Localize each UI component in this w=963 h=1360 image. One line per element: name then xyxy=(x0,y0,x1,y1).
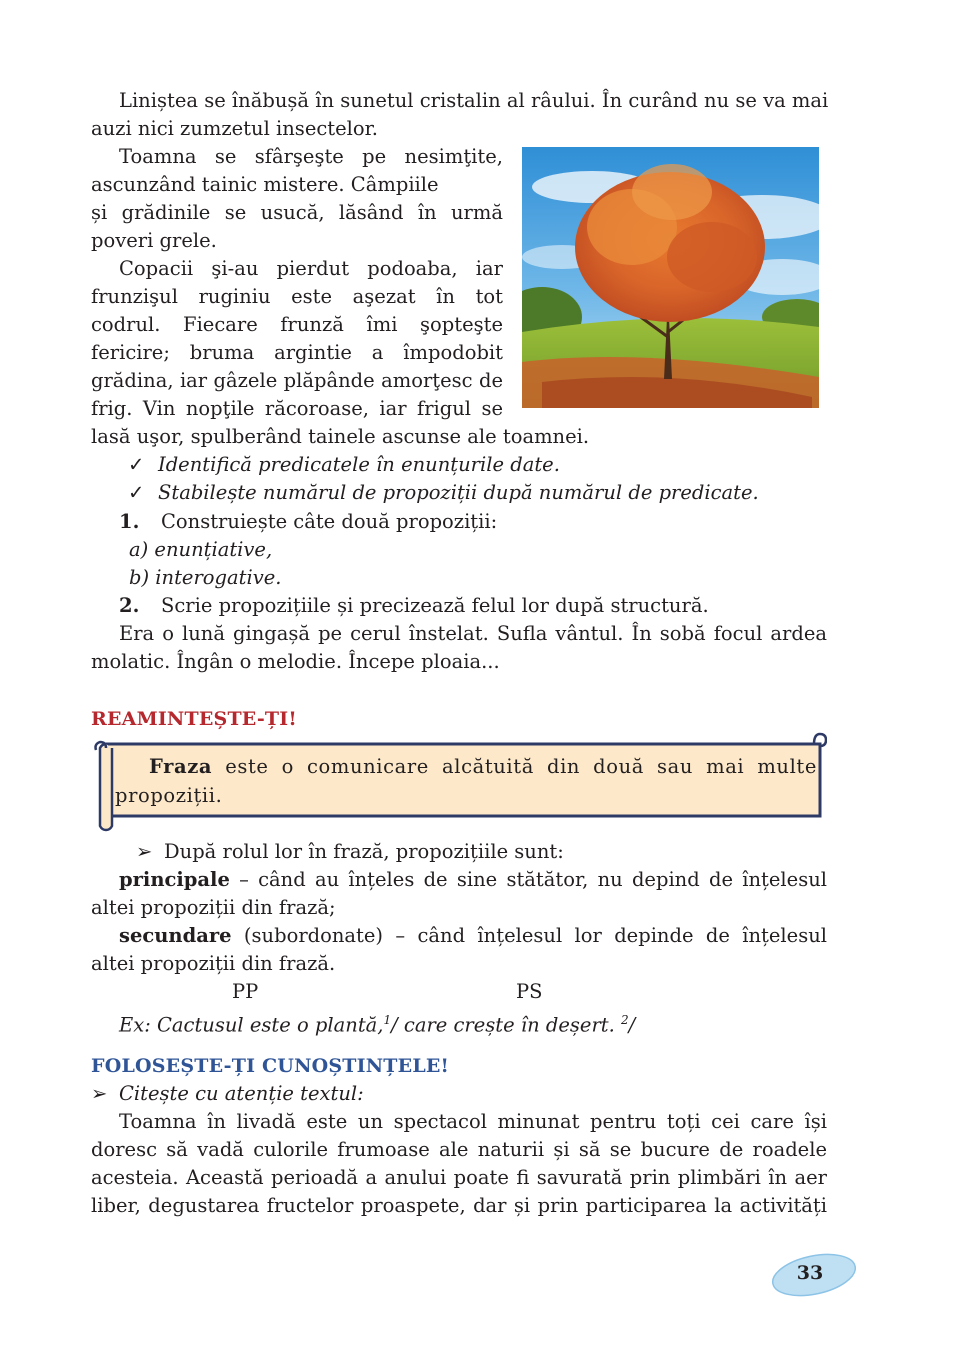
definition-line xyxy=(115,752,817,781)
definition-term: Fraza xyxy=(149,755,213,778)
remember-heading: REAMINTEȘTE-ȚI! xyxy=(91,708,297,730)
paragraph-line xyxy=(119,922,827,950)
paragraph-line: ascunzând tainic mistere. Câmpiile xyxy=(91,173,439,196)
roles-intro xyxy=(136,838,564,866)
paragraph-line: codrul. Fiecare frunză îmi şopteşte xyxy=(91,313,503,336)
checklist-item xyxy=(128,479,759,507)
paragraph-line: lasă uşor, spulberând tainele ascunse ale toamnei. xyxy=(91,425,590,448)
task-2 xyxy=(119,592,709,620)
use-knowledge-heading: FOLOSEȘTE-ȚI CUNOȘTINȚELE! xyxy=(91,1055,450,1077)
checklist-item xyxy=(128,451,560,479)
paragraph-line: și grădinile se usucă, lăsând în urmă xyxy=(91,201,503,224)
checklist-item-text: Identifică predicatele în enunțurile date. xyxy=(158,453,560,476)
paragraph-line: frig. Vin nopţile răcoroase, iar frigul se xyxy=(91,397,503,420)
paragraph-line: Toamna se sfârşeşte pe nesimţite, xyxy=(119,145,503,168)
example-part: / xyxy=(628,1013,636,1037)
checklist-item-text: Stabilește numărul de propoziții după numărul de predicate. xyxy=(158,481,759,504)
arrow-bullet-icon: ➢ xyxy=(136,840,153,863)
paragraph-line: auzi nici zumzetul insectelor. xyxy=(91,117,379,140)
example-part: / care crește în deșert. xyxy=(391,1013,621,1037)
paragraph-line: grădina, iar gâzele plăpânde amorţesc de xyxy=(91,369,503,392)
principal-term: principale xyxy=(119,868,230,891)
paragraph-line: liber, degustarea fructelor proaspete, dar și prin participarea la activități xyxy=(91,1194,827,1217)
definition-body: este o comunicare alcătuită din două sau mai multe xyxy=(212,755,817,778)
task-text: Construiește câte două propoziții: xyxy=(161,510,498,533)
page-number-badge xyxy=(770,1250,860,1300)
task-number: 1. xyxy=(119,510,140,533)
paragraph-line xyxy=(119,866,827,894)
page-number: 33 xyxy=(796,1262,824,1284)
paragraph-line: Toamna în livadă este un spectacol minunat pentru toți cei care își xyxy=(119,1110,827,1133)
checkmark-icon: ✓ xyxy=(128,481,145,504)
paragraph-line: doresc să vadă culorile frumoase ale naturii și să se bucure de roadele xyxy=(91,1138,827,1161)
paragraph-line: acesteia. Această perioadă a anului poate fi savurată prin plimbări în aer xyxy=(91,1166,827,1189)
paragraph-line: Copacii şi-au pierdut podoaba, iar xyxy=(119,257,503,280)
roles-intro-text: După rolul lor în frază, propozițiile sunt: xyxy=(164,840,564,863)
task-option: a) enunțiative, xyxy=(129,538,273,561)
arrow-bullet-icon: ➢ xyxy=(91,1082,108,1105)
example-part: Ex: Cactusul este o plantă, xyxy=(119,1013,384,1037)
secondary-term: secundare xyxy=(119,924,232,947)
task-1 xyxy=(119,508,497,536)
paragraph-line: altei propoziții din frază; xyxy=(91,896,336,919)
paragraph-line: frunzişul ruginiu este aşezat în tot xyxy=(91,285,503,308)
paragraph-line: Liniștea se înăbușă în sunetul cristalin al râului. În curând nu se va mai xyxy=(119,89,829,112)
autumn-tree-photo xyxy=(522,147,819,408)
label-pp: PP xyxy=(232,980,259,1003)
superscript-2: 2 xyxy=(621,1013,629,1027)
secondary-definition: (subordonate) – când înțelesul lor depinde de înțelesul xyxy=(231,924,827,947)
principal-definition: – când au înțeles de sine stătător, nu depind de înțelesul xyxy=(229,868,827,891)
task-text: Scrie propozițiile și precizează felul lor după structură. xyxy=(161,594,709,617)
paragraph-line: Era o lună gingașă pe cerul înstelat. Sufla vântul. În sobă focul ardea xyxy=(119,622,827,645)
definition-text xyxy=(115,752,817,810)
paragraph-line: molatic. Îngân o melodie. Începe ploaia... xyxy=(91,650,500,673)
example-sentence xyxy=(119,1006,635,1040)
label-ps: PS xyxy=(516,980,543,1003)
checkmark-icon: ✓ xyxy=(128,453,145,476)
task-number: 2. xyxy=(119,594,140,617)
task-option: b) interogative. xyxy=(129,566,282,589)
instruction xyxy=(91,1080,364,1108)
paragraph-line: fericire; bruma argintie a împodobit xyxy=(91,341,503,364)
instruction-text: Citește cu atenție textul: xyxy=(119,1082,364,1105)
paragraph-line: altei propoziții din frază. xyxy=(91,952,336,975)
paragraph-line: poveri grele. xyxy=(91,229,217,252)
definition-line: propoziții. xyxy=(115,784,223,807)
superscript-1: 1 xyxy=(383,1013,392,1027)
